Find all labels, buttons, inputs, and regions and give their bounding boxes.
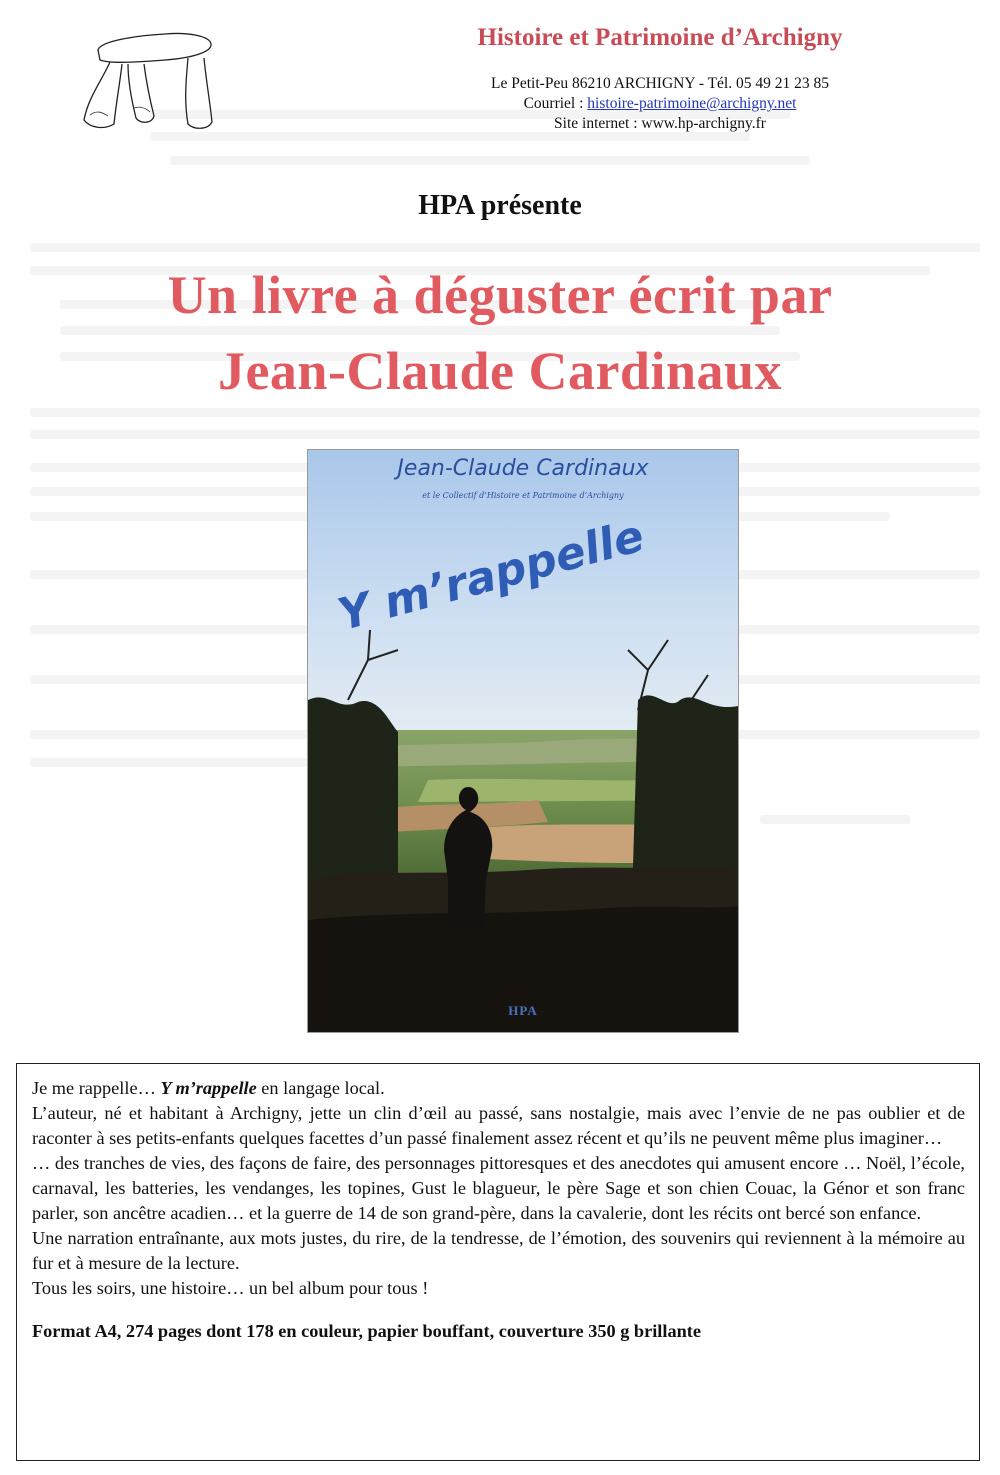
cover-author: Jean-Claude Cardinaux [397,456,649,481]
cover-title: Y m’rappelle [332,510,650,641]
headline-line-1: Un livre à déguster écrit par [167,265,833,325]
intro-text: Je me rappelle… [32,1078,161,1098]
book-format: Format A4, 274 pages dont 178 en couleur, papier bouffant, couverture 350 g brillante [32,1321,701,1341]
description-paragraph-topics: … des tranches de vies, des façons de faire, des personnages pittoresques et des anecdotes qui amusent encore … Noël, l’école, carnaval, les batteries, les vendanges, les topines, Gust le blagueur, le père Sage et son chien Couac, la Génor et son franc parler, son ancêtre acadien… et la guerre de 14 de son grand-père, dans la cavalerie, dont les récits ont bercé son enfance. [32,1153,965,1223]
address-line: Le Petit-Peu 86210 ARCHIGNY - Tél. 05 49 21 23 85 [491,75,829,92]
description-paragraph-narration: Une narration entraînante, aux mots justes, du rire, de la tendresse, de l’émotion, des souvenirs qui reviennent à la mémoire au fur et à mesure de la lecture. [32,1228,965,1273]
cover-publisher: HPA [508,1003,538,1018]
dolmen-logo [70,20,220,138]
description-paragraph-closing: Tous les soirs, une histoire… un bel album pour tous ! [32,1278,429,1298]
intro-emphasis: Y m’rappelle [160,1078,257,1098]
presents-heading: HPA présente [418,190,582,221]
cover-collective: et le Collectif d’Histoire et Patrimoine d’Archigny [422,491,624,500]
email-link[interactable]: histoire-patrimoine@archigny.net [587,95,797,112]
organization-name: Histoire et Patrimoine d’Archigny [477,24,843,51]
book-cover-image [307,449,739,1033]
description-intro [32,1076,965,1101]
intro-text-end: en langage local. [256,1078,385,1098]
website-line: Site internet : www.hp-archigny.fr [554,115,766,132]
description-paragraph-author: L’auteur, né et habitant à Archigny, jette un clin d’œil au passé, sans nostalgie, mais avec l’envie de ne pas oublier et de raconter à ses petits-enfants quelques facettes d’un passé finalement assez récent et qu’ils ne peuvent même plus imaginer… [32,1103,965,1148]
description-box [16,1063,980,1461]
email-line [380,95,940,113]
email-label: Courriel : [523,95,588,112]
headline-line-2: Jean-Claude Cardinaux [217,341,783,401]
